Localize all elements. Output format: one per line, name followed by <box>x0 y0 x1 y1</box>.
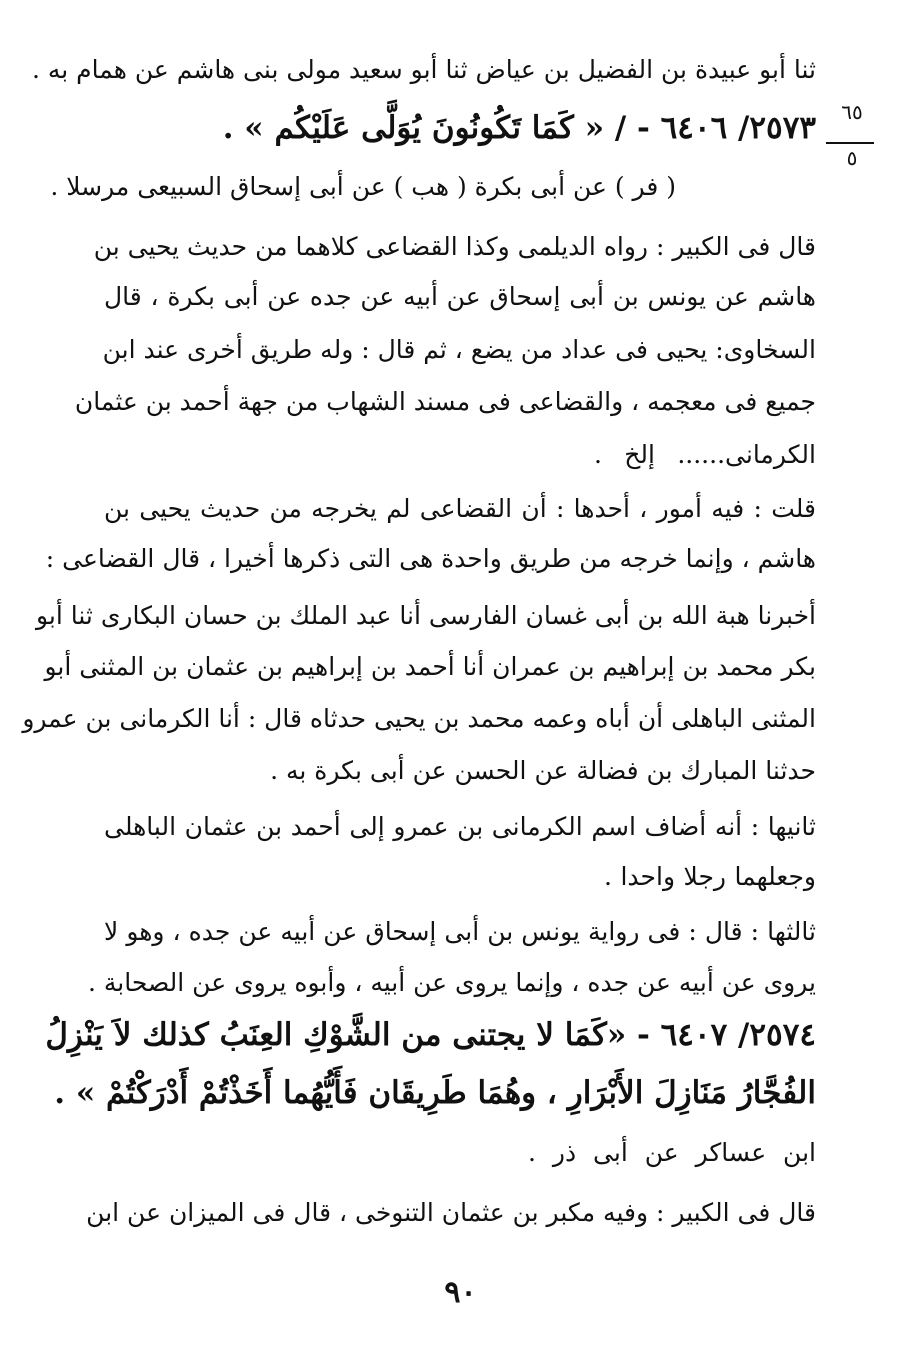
text-line-4: قال فى الكبير : رواه الديلمى وكذا القضاعى كلاهما من حديث يحيى بن <box>93 232 816 261</box>
source-line-1: ( فر ) عن أبى بكرة ( هب ) عن أبى إسحاق السبيعى مرسلا . <box>50 172 676 201</box>
text-line-1: ثنا أبو عبيدة بن الفضيل بن عياض ثنا أبو سعيد مولى بنى هاشم عن همام به . <box>31 55 816 84</box>
text-line-7: جميع فى معجمه ، والقضاعى فى مسند الشهاب من جهة أحمد بن عثمان <box>74 387 816 416</box>
text-line-15: ثانيها : أنه أضاف اسم الكرمانى بن عمرو إلى أحمد بن عثمان الباهلى <box>104 812 816 841</box>
text-line-5: هاشم عن يونس بن أبى إسحاق عن أبيه عن جده عن أبى بكرة ، قال <box>104 282 816 311</box>
text-line-10: هاشم ، وإنما خرجه من طريق واحدة هى التى ذكرها أخيرا ، قال القضاعى : <box>45 544 816 573</box>
hadith-heading-2574: ٢٥٧٤/ ٦٤٠٧ - «كَمَا لا يجتنى من الشَّوْكِ العِنَبُ كذلك لاَ يَنْزِلُ <box>45 1017 816 1053</box>
margin-number-top: ٦٥ <box>841 100 863 124</box>
text-line-17: ثالثها : قال : فى رواية يونس بن أبى إسحاق عن أبيه عن جده ، وهو لا <box>104 917 816 946</box>
text-line-8: الكرمانى...... إلخ . <box>594 440 816 469</box>
text-line-16: وجعلهما رجلا واحدا . <box>604 862 816 891</box>
text-line-22: قال فى الكبير : وفيه مكبر بن عثمان التنوخى ، قال فى الميزان عن ابن <box>86 1198 816 1227</box>
text-line-11: أخبرنا هبة الله بن أبى غسان الفارسى أنا عبد الملك بن حسان البكارى ثنا أبو <box>35 601 816 630</box>
text-line-12: بكر محمد بن إبراهيم بن عمران أنا أحمد بن إبراهيم بن عثمان بن المثنى أبو <box>44 652 816 681</box>
page-number: ٩٠ <box>444 1275 477 1310</box>
margin-rule <box>826 142 874 144</box>
text-line-6: السخاوى: يحيى فى عداد من يضع ، ثم قال : وله طريق أخرى عند ابن <box>102 335 816 364</box>
text-line-14: حدثنا المبارك بن فضالة عن الحسن عن أبى بكرة به . <box>270 756 816 785</box>
text-line-13: المثنى الباهلى أن أباه وعمه محمد بن يحيى حدثاه قال : أنا الكرمانى بن عمرو <box>22 704 816 733</box>
source-line-2: ابن عساكر عن أبى ذر . <box>528 1138 816 1167</box>
margin-number-bottom: ٥ <box>846 146 858 170</box>
hadith-heading-2573: ٢٥٧٣/ ٦٤٠٦ - / « كَمَا تَكُونُونَ يُوَلَّى عَلَيْكُم » . <box>222 110 816 146</box>
text-line-18: يروى عن أبيه عن جده ، وإنما يروى عن أبيه ، وأبوه يروى عن الصحابة . <box>87 968 816 997</box>
text-line-9: قلت : فيه أمور ، أحدها : أن القضاعى لم يخرجه من حديث يحيى بن <box>104 494 816 523</box>
hadith-text-2574: الفُجَّارُ مَنَازِلَ الأَبْرَارِ ، وهُمَا طَرِيقَان فَأَيُّهُما أَخَذْتُمْ أَدْرَكْتُمْ » . <box>54 1075 816 1111</box>
